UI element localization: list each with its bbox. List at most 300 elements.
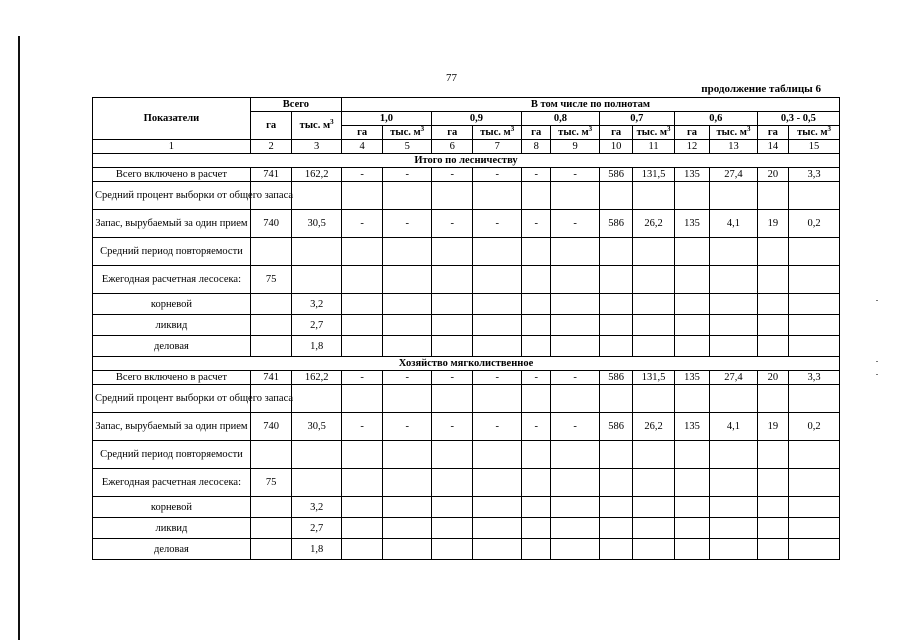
table-cell: - — [522, 371, 551, 385]
table-cell: 741 — [250, 168, 291, 182]
table-cell — [674, 182, 709, 210]
table-cell — [710, 539, 758, 560]
row-label: ликвид — [93, 518, 251, 539]
column-number: 3 — [292, 140, 342, 154]
table-cell — [522, 469, 551, 497]
header-unit-ha: га — [341, 126, 382, 140]
table-cell — [383, 385, 432, 413]
column-number: 12 — [674, 140, 709, 154]
table-cell — [431, 336, 472, 357]
table-cell: 2,7 — [292, 315, 342, 336]
table-row — [93, 336, 840, 357]
header-unit-ha: га — [674, 126, 709, 140]
column-number: 1 — [93, 140, 251, 154]
table-cell — [710, 315, 758, 336]
header-unit-vol: тыс. $м^3$ — [710, 126, 758, 140]
table-row — [93, 539, 840, 560]
table-cell — [551, 469, 600, 497]
table-cell: 3,2 — [292, 294, 342, 315]
table-cell — [341, 518, 382, 539]
table-cell — [674, 539, 709, 560]
header-total: Всего — [250, 98, 341, 112]
header-total-ha: га — [250, 112, 291, 140]
table-cell: - — [522, 413, 551, 441]
page-number: 77 — [446, 72, 457, 84]
table-cell — [522, 518, 551, 539]
column-number: 8 — [522, 140, 551, 154]
table-cell — [633, 469, 674, 497]
header-unit-ha: га — [599, 126, 632, 140]
row-label: корневой — [93, 497, 251, 518]
table-cell — [383, 238, 432, 266]
table-cell: 1,8 — [292, 336, 342, 357]
table-cell — [383, 294, 432, 315]
table-cell: - — [522, 168, 551, 182]
table-cell — [789, 441, 840, 469]
table-cell — [341, 441, 382, 469]
table-cell — [341, 294, 382, 315]
header-unit-vol: тыс. $м^3$ — [633, 126, 674, 140]
table-cell — [674, 294, 709, 315]
column-number: 4 — [341, 140, 382, 154]
table-cell — [789, 385, 840, 413]
header-total-vol: тыс. $м^3$ — [292, 112, 342, 140]
table-cell — [551, 266, 600, 294]
table-cell — [473, 385, 522, 413]
forest-table — [92, 97, 840, 560]
table-cell — [431, 539, 472, 560]
column-number: 14 — [757, 140, 788, 154]
table-cell: - — [341, 371, 382, 385]
table-cell — [292, 385, 342, 413]
row-label: Ежегодная расчетная лесосека: — [93, 266, 251, 294]
table-cell — [250, 497, 291, 518]
table-cell: 131,5 — [633, 168, 674, 182]
table-cell: - — [341, 168, 382, 182]
scan-dot — [876, 300, 878, 301]
table-cell: 135 — [674, 210, 709, 238]
section-row — [93, 154, 840, 168]
table-row — [93, 469, 840, 497]
table-cell — [551, 518, 600, 539]
table-cell: 0,2 — [789, 413, 840, 441]
table-cell — [522, 182, 551, 210]
table-cell — [341, 336, 382, 357]
table-cell — [633, 385, 674, 413]
table-cell — [710, 518, 758, 539]
table-cell — [473, 497, 522, 518]
table-cell: 3,3 — [789, 371, 840, 385]
table-row — [93, 441, 840, 469]
header-density: 0,6 — [674, 112, 757, 126]
table-cell — [473, 182, 522, 210]
row-label: Средний процент выборки от общего запаса — [93, 385, 251, 413]
column-number: 11 — [633, 140, 674, 154]
table-cell — [431, 469, 472, 497]
table-cell — [522, 294, 551, 315]
table-cell — [522, 266, 551, 294]
table-cell — [551, 315, 600, 336]
page-binding-edge — [18, 36, 20, 640]
table-cell — [633, 238, 674, 266]
header-density: 0,9 — [431, 112, 521, 126]
row-label: Запас, вырубаемый за один прием — [93, 413, 251, 441]
table-continuation-label: продолжение таблицы 6 — [701, 83, 821, 95]
table-cell — [599, 518, 632, 539]
table-cell: 740 — [250, 210, 291, 238]
table-cell: 4,1 — [710, 210, 758, 238]
table-cell — [710, 385, 758, 413]
table-cell — [250, 336, 291, 357]
table-cell — [789, 294, 840, 315]
table-cell: 19 — [757, 413, 788, 441]
table-cell: 162,2 — [292, 168, 342, 182]
table-cell: 3,3 — [789, 168, 840, 182]
table-cell — [250, 238, 291, 266]
table-cell: 20 — [757, 168, 788, 182]
table-cell — [789, 238, 840, 266]
header-density: 0,3 - 0,5 — [757, 112, 839, 126]
table-cell — [383, 539, 432, 560]
table-cell — [383, 336, 432, 357]
table-cell: - — [431, 168, 472, 182]
table-cell — [789, 336, 840, 357]
table-cell — [757, 182, 788, 210]
table-cell: - — [473, 371, 522, 385]
row-label: Средний процент выборки от общего запаса — [93, 182, 251, 210]
table-cell — [473, 336, 522, 357]
table-cell: 27,4 — [710, 371, 758, 385]
table-cell — [674, 441, 709, 469]
table-cell: 740 — [250, 413, 291, 441]
row-label: корневой — [93, 294, 251, 315]
table-cell: 27,4 — [710, 168, 758, 182]
table-cell — [757, 518, 788, 539]
header-including: В том числе по полнотам — [341, 98, 839, 112]
table-cell — [757, 315, 788, 336]
table-cell — [710, 182, 758, 210]
table-cell — [633, 539, 674, 560]
table-cell — [674, 385, 709, 413]
column-number: 2 — [250, 140, 291, 154]
table-cell — [383, 182, 432, 210]
table-cell — [757, 497, 788, 518]
table-row — [93, 210, 840, 238]
table-cell — [599, 336, 632, 357]
table-cell: - — [473, 413, 522, 441]
table-row — [93, 294, 840, 315]
table-cell — [599, 385, 632, 413]
table-cell — [633, 518, 674, 539]
header-density: 0,8 — [522, 112, 600, 126]
row-label: деловая — [93, 539, 251, 560]
table-cell — [292, 182, 342, 210]
header-indicators: Показатели — [93, 98, 251, 140]
section-title: Итого по лесничеству — [93, 154, 840, 168]
table-cell — [599, 497, 632, 518]
table-cell: 20 — [757, 371, 788, 385]
table-cell — [431, 497, 472, 518]
column-number: 9 — [551, 140, 600, 154]
table-row — [93, 182, 840, 210]
table-cell — [633, 294, 674, 315]
table-cell — [473, 266, 522, 294]
table-cell — [551, 385, 600, 413]
header-density: 0,7 — [599, 112, 674, 126]
table-row — [93, 385, 840, 413]
table-cell — [633, 336, 674, 357]
table-cell — [710, 469, 758, 497]
table-row — [93, 168, 840, 182]
table-cell: 26,2 — [633, 210, 674, 238]
table-cell: 26,2 — [633, 413, 674, 441]
table-cell: - — [383, 210, 432, 238]
table-cell: 135 — [674, 371, 709, 385]
row-label: Средний период повторяемости — [93, 238, 251, 266]
table-cell: - — [551, 210, 600, 238]
table-cell — [341, 497, 382, 518]
column-number: 10 — [599, 140, 632, 154]
column-number: 15 — [789, 140, 840, 154]
table-cell — [522, 336, 551, 357]
header-density: 1,0 — [341, 112, 431, 126]
table-cell: 586 — [599, 210, 632, 238]
table-cell — [522, 238, 551, 266]
row-label: Всего включено в расчет — [93, 168, 251, 182]
table-cell — [674, 469, 709, 497]
table-cell: 75 — [250, 266, 291, 294]
column-number: 13 — [710, 140, 758, 154]
table-cell — [551, 182, 600, 210]
header-unit-vol: тыс. $м^3$ — [789, 126, 840, 140]
table-cell — [757, 336, 788, 357]
table-cell — [674, 266, 709, 294]
row-label: деловая — [93, 336, 251, 357]
table-cell — [789, 539, 840, 560]
table-cell — [473, 539, 522, 560]
table-row — [93, 497, 840, 518]
table-cell: - — [431, 413, 472, 441]
table-cell — [522, 539, 551, 560]
header-unit-ha: га — [431, 126, 472, 140]
table-cell — [599, 469, 632, 497]
table-cell: 30,5 — [292, 210, 342, 238]
table-cell — [757, 441, 788, 469]
table-cell: 2,7 — [292, 518, 342, 539]
table-row — [93, 315, 840, 336]
column-number-row — [93, 140, 840, 154]
table-cell — [431, 441, 472, 469]
table-cell — [789, 266, 840, 294]
table-cell — [551, 294, 600, 315]
table-cell — [522, 315, 551, 336]
table-cell: 135 — [674, 168, 709, 182]
table-cell — [383, 266, 432, 294]
table-cell: 0,2 — [789, 210, 840, 238]
table-cell — [757, 238, 788, 266]
header-unit-vol: тыс. $м^3$ — [473, 126, 522, 140]
table-cell: - — [551, 168, 600, 182]
table-cell — [633, 266, 674, 294]
table-cell — [789, 518, 840, 539]
table-cell — [674, 497, 709, 518]
table-cell — [341, 238, 382, 266]
table-cell — [341, 539, 382, 560]
table-cell — [292, 469, 342, 497]
table-cell — [431, 315, 472, 336]
table-cell — [551, 539, 600, 560]
table-cell — [599, 315, 632, 336]
table-cell — [633, 182, 674, 210]
table-cell — [789, 315, 840, 336]
table-cell — [710, 441, 758, 469]
table-cell — [599, 238, 632, 266]
table-cell — [250, 441, 291, 469]
scan-dot — [876, 374, 878, 375]
table-cell — [250, 315, 291, 336]
table-cell: 4,1 — [710, 413, 758, 441]
section-title: Хозяйство мягколиственное — [93, 357, 840, 371]
table-cell: - — [551, 371, 600, 385]
table-cell — [599, 294, 632, 315]
table-cell — [383, 497, 432, 518]
table-cell — [633, 315, 674, 336]
column-number: 7 — [473, 140, 522, 154]
row-label: Средний период повторяемости — [93, 441, 251, 469]
table-cell — [341, 469, 382, 497]
table-cell — [757, 539, 788, 560]
row-label: Ежегодная расчетная лесосека: — [93, 469, 251, 497]
table-cell: 586 — [599, 168, 632, 182]
table-cell — [599, 441, 632, 469]
table-cell — [250, 294, 291, 315]
table-cell — [674, 238, 709, 266]
table-cell — [710, 294, 758, 315]
table-cell — [431, 182, 472, 210]
table-cell — [431, 294, 472, 315]
table-cell — [757, 294, 788, 315]
table-cell — [473, 294, 522, 315]
table-cell: 586 — [599, 413, 632, 441]
table-cell: - — [341, 210, 382, 238]
table-cell — [473, 238, 522, 266]
table-cell — [599, 182, 632, 210]
header-unit-ha: га — [757, 126, 788, 140]
table-row — [93, 238, 840, 266]
table-cell: - — [473, 210, 522, 238]
row-label: Всего включено в расчет — [93, 371, 251, 385]
table-cell — [522, 441, 551, 469]
table-cell — [551, 497, 600, 518]
table-cell — [431, 385, 472, 413]
table-cell: 3,2 — [292, 497, 342, 518]
table-cell: - — [383, 413, 432, 441]
table-cell — [292, 266, 342, 294]
table-cell — [757, 469, 788, 497]
table-cell — [473, 315, 522, 336]
table-row — [93, 371, 840, 385]
table-cell — [674, 336, 709, 357]
table-cell — [431, 238, 472, 266]
table-cell: - — [431, 371, 472, 385]
table-cell: - — [473, 168, 522, 182]
table-cell — [674, 315, 709, 336]
table-cell: 162,2 — [292, 371, 342, 385]
table-cell — [383, 315, 432, 336]
header-unit-vol: тыс. $м^3$ — [551, 126, 600, 140]
column-number: 5 — [383, 140, 432, 154]
table-row — [93, 413, 840, 441]
table-row — [93, 518, 840, 539]
table-body — [93, 98, 840, 560]
table-cell — [599, 266, 632, 294]
header-unit-ha: га — [522, 126, 551, 140]
table-cell: - — [551, 413, 600, 441]
table-cell — [473, 518, 522, 539]
table-cell — [431, 518, 472, 539]
table-cell — [599, 539, 632, 560]
table-cell: 135 — [674, 413, 709, 441]
scan-dot — [876, 361, 878, 362]
table-cell — [551, 336, 600, 357]
table-cell: - — [341, 413, 382, 441]
table-cell: 19 — [757, 210, 788, 238]
table-cell — [341, 182, 382, 210]
table-cell — [522, 385, 551, 413]
table-cell: 1,8 — [292, 539, 342, 560]
table-cell — [710, 336, 758, 357]
table-cell: 131,5 — [633, 371, 674, 385]
header-unit-vol: тыс. $м^3$ — [383, 126, 432, 140]
column-number: 6 — [431, 140, 472, 154]
table-cell — [757, 385, 788, 413]
table-cell: - — [522, 210, 551, 238]
table-cell — [633, 441, 674, 469]
table-cell — [710, 497, 758, 518]
row-label: ликвид — [93, 315, 251, 336]
section-row — [93, 357, 840, 371]
table-cell — [383, 518, 432, 539]
table-cell — [710, 266, 758, 294]
table-cell — [341, 315, 382, 336]
table-cell — [473, 441, 522, 469]
table-cell — [341, 385, 382, 413]
table-row — [93, 266, 840, 294]
table-cell: - — [383, 371, 432, 385]
table-cell: 30,5 — [292, 413, 342, 441]
table-cell — [431, 266, 472, 294]
table-cell — [383, 441, 432, 469]
table-cell: 586 — [599, 371, 632, 385]
table-cell — [710, 238, 758, 266]
table-cell: 75 — [250, 469, 291, 497]
table-cell — [250, 539, 291, 560]
table-cell — [383, 469, 432, 497]
table-cell — [789, 497, 840, 518]
table-cell: 741 — [250, 371, 291, 385]
table-cell — [789, 182, 840, 210]
table-cell — [473, 469, 522, 497]
table-cell — [292, 441, 342, 469]
row-label: Запас, вырубаемый за один прием — [93, 210, 251, 238]
table-cell — [551, 238, 600, 266]
table-cell: - — [431, 210, 472, 238]
table-cell — [757, 266, 788, 294]
table-cell — [633, 497, 674, 518]
table-cell — [250, 518, 291, 539]
table-cell — [674, 518, 709, 539]
table-cell — [522, 497, 551, 518]
